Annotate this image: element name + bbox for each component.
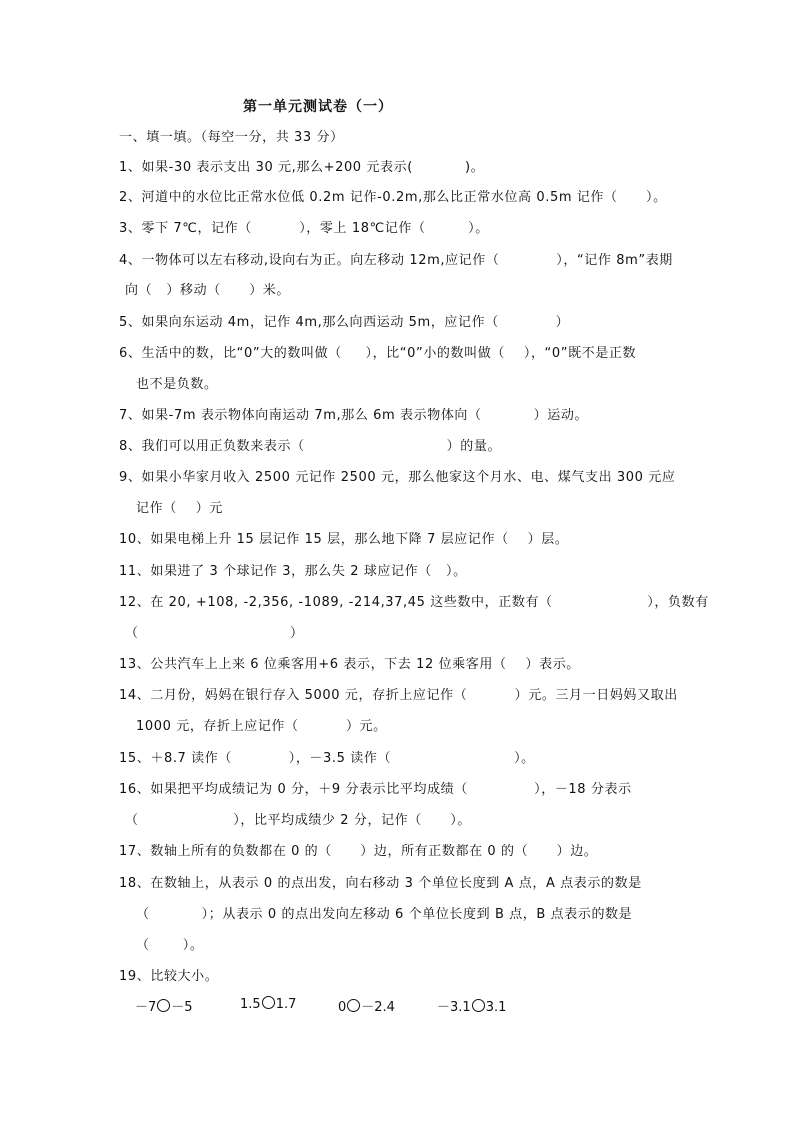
question-9-cont: 记作（ ）元 <box>136 501 223 516</box>
question-12: 12、在 20, +108, -2,356, -1089, -214,37,45 这些数中，正数有（ ），负数有 <box>119 595 709 610</box>
question-18: 18、在数轴上，从表示 0 的点出发，向右移动 3 个单位长度到 A 点，A 点表示的数是 <box>119 876 642 891</box>
comparison-left: 0 <box>338 1000 347 1015</box>
question-2: 2、河道中的水位比正常水位低 0.2m 记作-0.2m,那么比正常水位高 0.5m 记作（ ）。 <box>119 190 667 205</box>
question-9: 9、如果小华家月收入 2500 元记作 2500 元，那么他家这个月水、电、煤气支出 300 元应 <box>119 470 676 485</box>
question-4-cont: 向（ ）移动（ ）米。 <box>125 283 290 298</box>
answer-circle-icon[interactable] <box>262 996 275 1009</box>
question-16-cont: （ ），比平均成绩少 2 分，记作（ ）。 <box>125 813 471 828</box>
question-14: 14、二月份，妈妈在银行存入 5000 元，存折上应记作（ ）元。三月一日妈妈又取出 <box>119 688 678 703</box>
section-heading: 一、填一填。（每空一分，共 33 分） <box>119 130 344 145</box>
question-4: 4、一物体可以左右移动,设向右为正。向左移动 12m,应记作（ ），“记作 8m”表期 <box>119 253 673 268</box>
comparison-left: 1.5 <box>240 997 261 1012</box>
comparison-right: 3.1 <box>485 1000 507 1015</box>
question-12-cont: （ ） <box>125 626 304 641</box>
comparison-left: －3.1 <box>437 1000 471 1015</box>
question-18-cont: （ ）；从表示 0 的点出发向左移动 6 个单位长度到 B 点，B 点表示的数是 <box>136 907 633 922</box>
comparison-right: －2.4 <box>361 1000 395 1015</box>
question-8: 8、我们可以用正负数来表示（ ）的量。 <box>119 439 502 454</box>
question-3: 3、零下 7℃，记作（ ），零上 18℃记作（ ）。 <box>119 221 489 236</box>
comparison-left: －7 <box>135 1000 157 1015</box>
question-10: 10、如果电梯上升 15 层记作 15 层，那么地下降 7 层应记作（ ）层。 <box>119 532 569 547</box>
question-6: 6、生活中的数，比“0”大的数叫做（ ），比“0”小的数叫做（ ），“0”既不是正数 <box>119 346 637 361</box>
comparison-3 <box>338 996 395 1015</box>
question-11: 11、如果进了 3 个球记作 3，那么失 2 球应记作（ ）。 <box>119 564 467 579</box>
question-18-cont2: （ ）。 <box>136 938 204 953</box>
answer-circle-icon[interactable] <box>472 999 485 1012</box>
question-13: 13、公共汽车上上来 6 位乘客用+6 表示，下去 12 位乘客用（ ）表示。 <box>119 657 580 672</box>
question-7: 7、如果-7m 表示物体向南运动 7m,那么 6m 表示物体向（ ）运动。 <box>119 408 589 423</box>
question-6-cont: 也不是负数。 <box>136 377 218 392</box>
comparison-2 <box>240 996 296 1012</box>
comparison-1 <box>135 996 193 1015</box>
answer-circle-icon[interactable] <box>157 999 170 1012</box>
question-15: 15、＋8.7 读作（ ），－3.5 读作（ ）。 <box>119 751 535 766</box>
page-title: 第一单元测试卷（一） <box>243 99 393 115</box>
question-5: 5、如果向东运动 4m，记作 4m,那么向西运动 5m，应记作（ ） <box>119 315 570 330</box>
comparison-right: －5 <box>171 1000 193 1015</box>
answer-circle-icon[interactable] <box>347 999 360 1012</box>
question-1: 1、如果-30 表示支出 30 元,那么+200 元表示( )。 <box>119 160 485 175</box>
question-14-cont: 1000 元，存折上应记作（ ）元。 <box>136 719 387 734</box>
comparison-4 <box>437 996 506 1015</box>
question-16: 16、如果把平均成绩记为 0 分，＋9 分表示比平均成绩（ ），－18 分表示 <box>119 782 632 797</box>
question-17: 17、数轴上所有的负数都在 0 的（ ）边，所有正数都在 0 的（ ）边。 <box>119 844 598 859</box>
question-19: 19、比较大小。 <box>119 969 219 984</box>
comparison-right: 1.7 <box>275 997 297 1012</box>
